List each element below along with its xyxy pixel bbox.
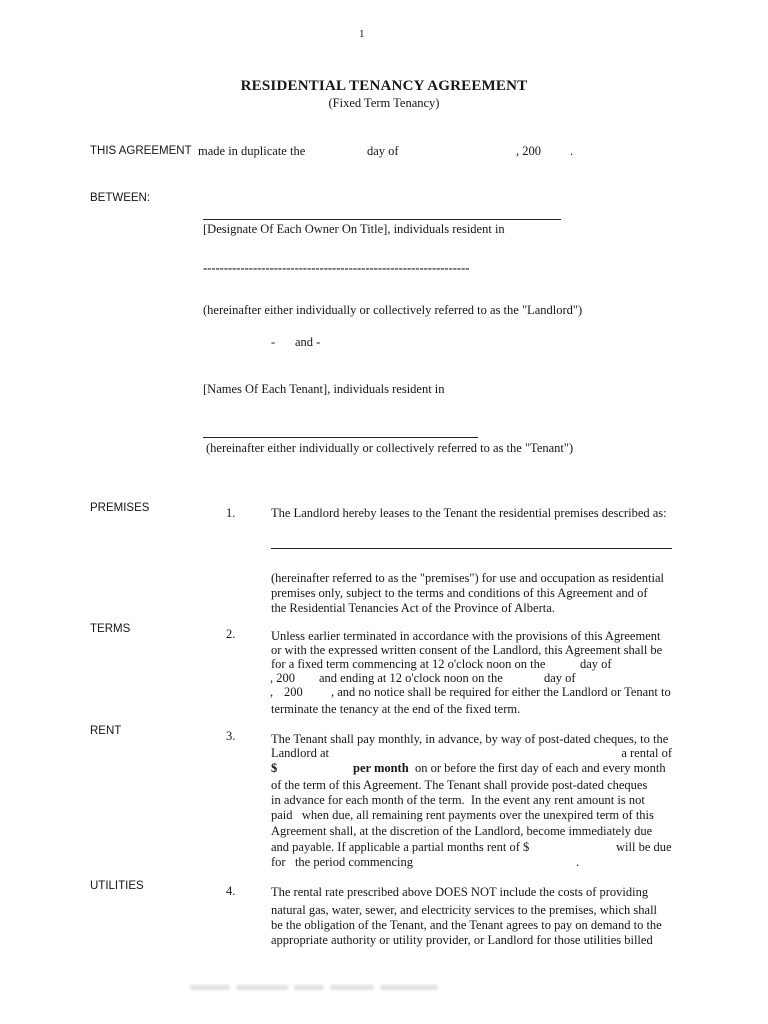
document-title: RESIDENTIAL TENANCY AGREEMENT [240,78,528,94]
clause-label-utilities: UTILITIES [90,880,144,892]
landlord-name-blank-line [203,219,561,220]
intro-end: . [570,144,574,158]
page-number: 1 [359,28,365,40]
clause-line: The rental rate prescribed above DOES NOT include the costs of providing [271,885,649,899]
clause-line-segment: day of [544,671,576,685]
clause-line-segment: 200 [284,685,303,699]
clause-line: appropriate authority or utility provider, or Landlord for those utilities billed [271,933,653,947]
clause-line-segment: will be due [616,840,672,854]
and-separator-text: and - [295,335,321,349]
clause-line-segment: a rental of [621,746,672,760]
clause-line: The Landlord hereby leases to the Tenant the residential premises described as: [271,506,667,520]
clause-label-premises: PREMISES [90,502,150,514]
tenant-description: [Names Of Each Tenant], individuals resident in [203,382,445,396]
faint-mark [380,985,438,990]
clause-line: terminate the tenancy at the end of the fixed term. [271,702,521,716]
clause-number: 3. [226,729,236,743]
landlord-residence-dashes: ---------------------------------------------------------------- [203,261,470,275]
clause-line-segment: and ending at 12 o'clock noon on the [319,671,503,685]
clause-line-segment: on or before the first day of each and every month [415,761,666,775]
faint-mark [190,985,230,990]
tenant-reference: (hereinafter either individually or collectively referred to as the "Tenant") [206,441,574,455]
clause-line: (hereinafter referred to as the "premises") for use and occupation as residential [271,571,665,585]
clause-line-segment: , and no notice shall be required for either the Landlord or Tenant to [331,685,671,699]
clause-number: 1. [226,506,236,520]
clause-line-segment: . [576,855,580,869]
clause-label-terms: TERMS [90,623,131,635]
clause-line: paid when due, all remaining rent payments over the unexpired term of this [271,808,654,822]
rent-dollar-sign: $ [271,761,278,775]
clause-number: 2. [226,627,236,641]
intro-year: , 200 [516,144,541,158]
clause-line: for a fixed term commencing at 12 o'clock noon on the [271,657,546,671]
intro-text: made in duplicate the [198,144,306,158]
intro-lead: THIS AGREEMENT [90,145,192,157]
clause-line-segment: Landlord at [271,746,329,760]
tenant-residence-blank-line [203,437,478,438]
clause-line-segment: for the period commencing [271,855,413,869]
faint-mark [330,985,374,990]
landlord-reference: (hereinafter either individually or collectively referred to as the "Landlord") [203,303,583,317]
between-label: BETWEEN: [90,192,151,204]
clause-line: Unless earlier terminated in accordance with the provisions of this Agreement [271,629,661,643]
clause-number: 4. [226,884,236,898]
rent-per-month: per month [353,761,409,775]
clause-line-segment: and payable. If applicable a partial months rent of $ [271,840,530,854]
clause-line: or with the expressed written consent of the Landlord, this Agreement shall be [271,643,663,657]
clause-label-rent: RENT [90,725,122,737]
clause-line: in advance for each month of the term. In the event any rent amount is not [271,793,645,807]
clause-line: of the term of this Agreement. The Tenant shall provide post-dated cheques [271,778,648,792]
clause-line: be the obligation of the Tenant, and the Tenant agrees to pay on demand to the [271,918,662,932]
faint-mark [294,985,324,990]
document-subtitle: (Fixed Term Tenancy) [328,96,440,110]
intro-day-of: day of [367,144,399,158]
clause-line-segment: , 200 [270,671,295,685]
clause-line: natural gas, water, sewer, and electricity services to the premises, which shall [271,903,658,917]
landlord-description: [Designate Of Each Owner On Title], individuals resident in [203,222,505,236]
clause-line-segment: , [270,685,274,699]
clause-line: the Residential Tenancies Act of the Province of Alberta. [271,601,555,615]
premises-description-blank-line [271,548,672,549]
clause-line: Agreement shall, at the discretion of the Landlord, become immediately due [271,824,653,838]
and-separator-dash: - [271,335,276,349]
clause-line: The Tenant shall pay monthly, in advance, by way of post-dated cheques, to the [271,732,669,746]
clause-line: premises only, subject to the terms and conditions of this Agreement and of [271,586,648,600]
clause-line-segment: day of [580,657,612,671]
faint-mark [236,985,288,990]
